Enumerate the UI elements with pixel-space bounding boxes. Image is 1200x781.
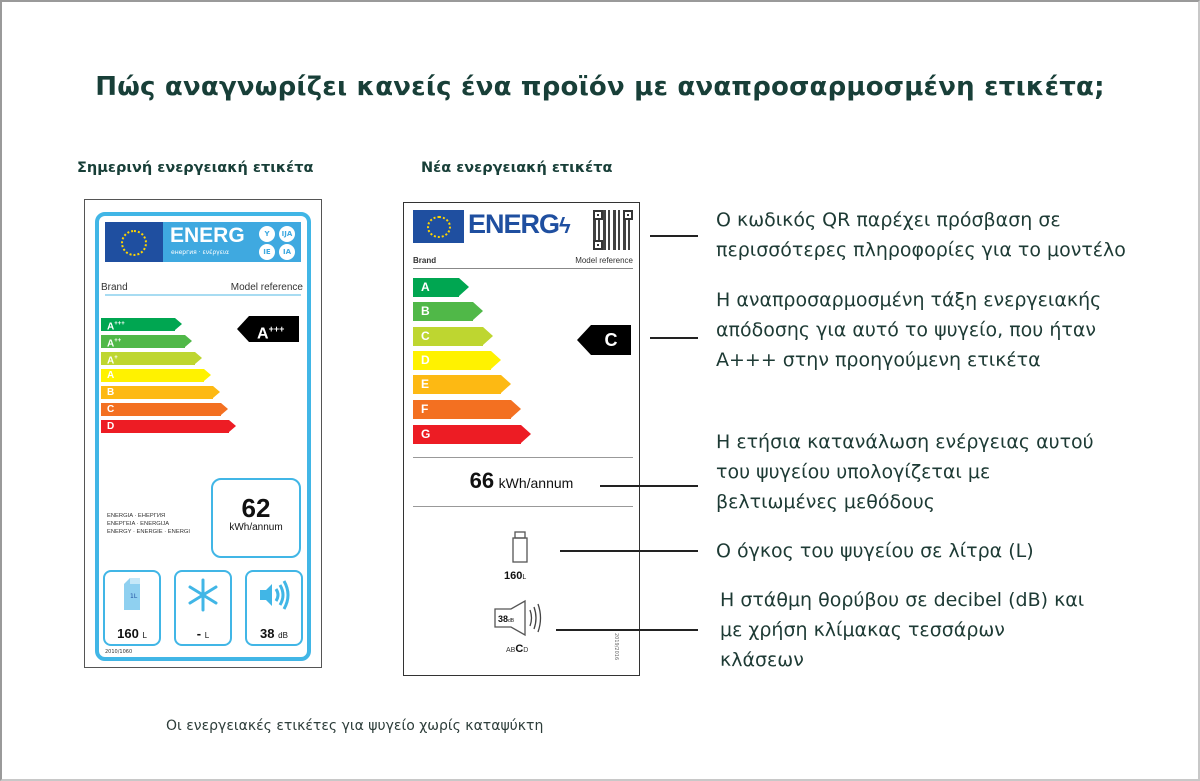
energy-class-bar: F bbox=[413, 400, 511, 419]
callout-line-class bbox=[650, 337, 698, 339]
consumption-value: 66 kWh/annum bbox=[469, 468, 574, 493]
energ-subtext: енергия · ενέργεια bbox=[171, 249, 229, 256]
new-label-heading: Νέα ενεργειακή ετικέτα bbox=[421, 160, 613, 176]
energy-class-bar: A+++ bbox=[101, 318, 175, 331]
divider bbox=[105, 294, 301, 296]
callout-consumption: Η ετήσια κατανάλωση ενέργειας αυτού του ψυγείου υπολογίζεται με βελτιωμένες μεθόδους bbox=[716, 431, 1094, 513]
svg-text:38dB: 38dB bbox=[498, 614, 515, 624]
old-label-border bbox=[95, 212, 311, 661]
energy-class-bar: E bbox=[413, 375, 501, 394]
divider bbox=[413, 457, 633, 458]
energy-class-bar: A bbox=[413, 278, 459, 297]
speaker-icon bbox=[256, 578, 292, 612]
noise-box bbox=[245, 570, 303, 646]
callout-energy-class: Η αναπροσαρμοσμένη τάξη ενεργειακής απόδοσης για αυτό το ψυγείο, που ήταν A+++ στην προηγούμενη ετικέτα bbox=[716, 289, 1102, 371]
energy-class-bar: C bbox=[413, 327, 483, 346]
regulation-number: 2019/2016 bbox=[613, 633, 619, 661]
freezer-box bbox=[174, 570, 232, 646]
energy-class-bar: A+ bbox=[101, 352, 195, 365]
energy-class-bar: B bbox=[101, 386, 213, 399]
rating-arrow: C bbox=[591, 325, 631, 355]
energy-class-bar: G bbox=[413, 425, 521, 444]
volume-box bbox=[103, 570, 161, 646]
caption: Οι ενεργειακές ετικέτες για ψυγείο χωρίς καταψύκτη bbox=[166, 718, 544, 734]
language-codes bbox=[257, 225, 299, 261]
old-energy-label bbox=[84, 199, 322, 668]
milk-carton-icon bbox=[120, 576, 144, 612]
lang-code: IA bbox=[279, 244, 295, 260]
consumption-unit: kWh/annum bbox=[229, 522, 283, 533]
energy-class-bar: A++ bbox=[101, 335, 185, 348]
brand-label: Brand bbox=[101, 282, 128, 293]
snowflake-icon bbox=[186, 578, 220, 612]
new-energy-label bbox=[403, 202, 640, 676]
callout-line-qr bbox=[650, 235, 698, 237]
energy-class-bar: A bbox=[101, 369, 204, 382]
consumption-value: 62 bbox=[241, 493, 271, 523]
energy-class-bar: D bbox=[101, 420, 229, 433]
page-title: Πώς αναγνωρίζει κανείς ένα προϊόν με αναπροσαρμοσμένη ετικέτα; bbox=[95, 72, 1105, 102]
energ-wordmark: ENERGϟ bbox=[468, 209, 570, 239]
energy-class-bar: D bbox=[413, 351, 491, 370]
callout-volume: Ο όγκος του ψυγείου σε λίτρα (L) bbox=[716, 540, 1034, 562]
fridge-volume-icon bbox=[511, 531, 529, 563]
energ-wordmark: ENERG bbox=[170, 224, 245, 247]
noise-value: 38 dB bbox=[260, 626, 288, 641]
callout-noise: Η στάθμη θορύβου σε decibel (dB) και με χρήση κλίμακας τεσσάρων κλάσεων bbox=[720, 589, 1085, 671]
lang-code: IJA bbox=[279, 226, 295, 242]
freezer-value: - L bbox=[196, 626, 210, 641]
energy-class-bar: C bbox=[101, 403, 221, 416]
eu-flag-icon bbox=[413, 210, 464, 243]
lang-code: Y bbox=[259, 226, 275, 242]
energy-multilingual-text: ENERGIA · ЕНЕРГИЯ ΕΝΕΡΓΕΙΑ · ENERGIJA ENERGY · ENERGIE · ENERGI bbox=[107, 513, 190, 535]
callout-line-volume bbox=[560, 550, 698, 552]
energy-class-bar: B bbox=[413, 302, 473, 321]
svg-text:1L: 1L bbox=[130, 593, 138, 600]
noise-class-scale: ABCD bbox=[506, 643, 529, 655]
old-label-heading: Σημερινή ενεργειακή ετικέτα bbox=[77, 160, 314, 176]
model-reference-label: Model reference bbox=[575, 256, 633, 265]
speaker-noise-icon bbox=[493, 599, 553, 637]
callout-line-consumption bbox=[600, 485, 698, 487]
regulation-number: 2010/1060 bbox=[105, 649, 133, 655]
divider bbox=[413, 506, 633, 507]
old-label-header bbox=[105, 222, 301, 262]
eu-stars-icon bbox=[121, 230, 147, 256]
volume-value: 160L bbox=[504, 570, 527, 582]
eu-stars-icon bbox=[427, 216, 451, 238]
consumption-box bbox=[211, 478, 301, 558]
volume-value: 160 L bbox=[117, 626, 147, 641]
qr-code-icon[interactable] bbox=[593, 210, 633, 250]
lang-code: IE bbox=[259, 244, 275, 260]
eu-flag-icon bbox=[105, 222, 163, 262]
callout-qr-code: Ο κωδικός QR παρέχει πρόσβαση σε περισσότερες πληροφορίες για το μοντέλο bbox=[716, 209, 1126, 261]
divider bbox=[413, 268, 633, 269]
rating-arrow: A+++ bbox=[249, 316, 299, 342]
brand-label: Brand bbox=[413, 256, 437, 265]
callout-line-noise bbox=[556, 629, 698, 631]
model-reference-label: Model reference bbox=[230, 282, 303, 293]
